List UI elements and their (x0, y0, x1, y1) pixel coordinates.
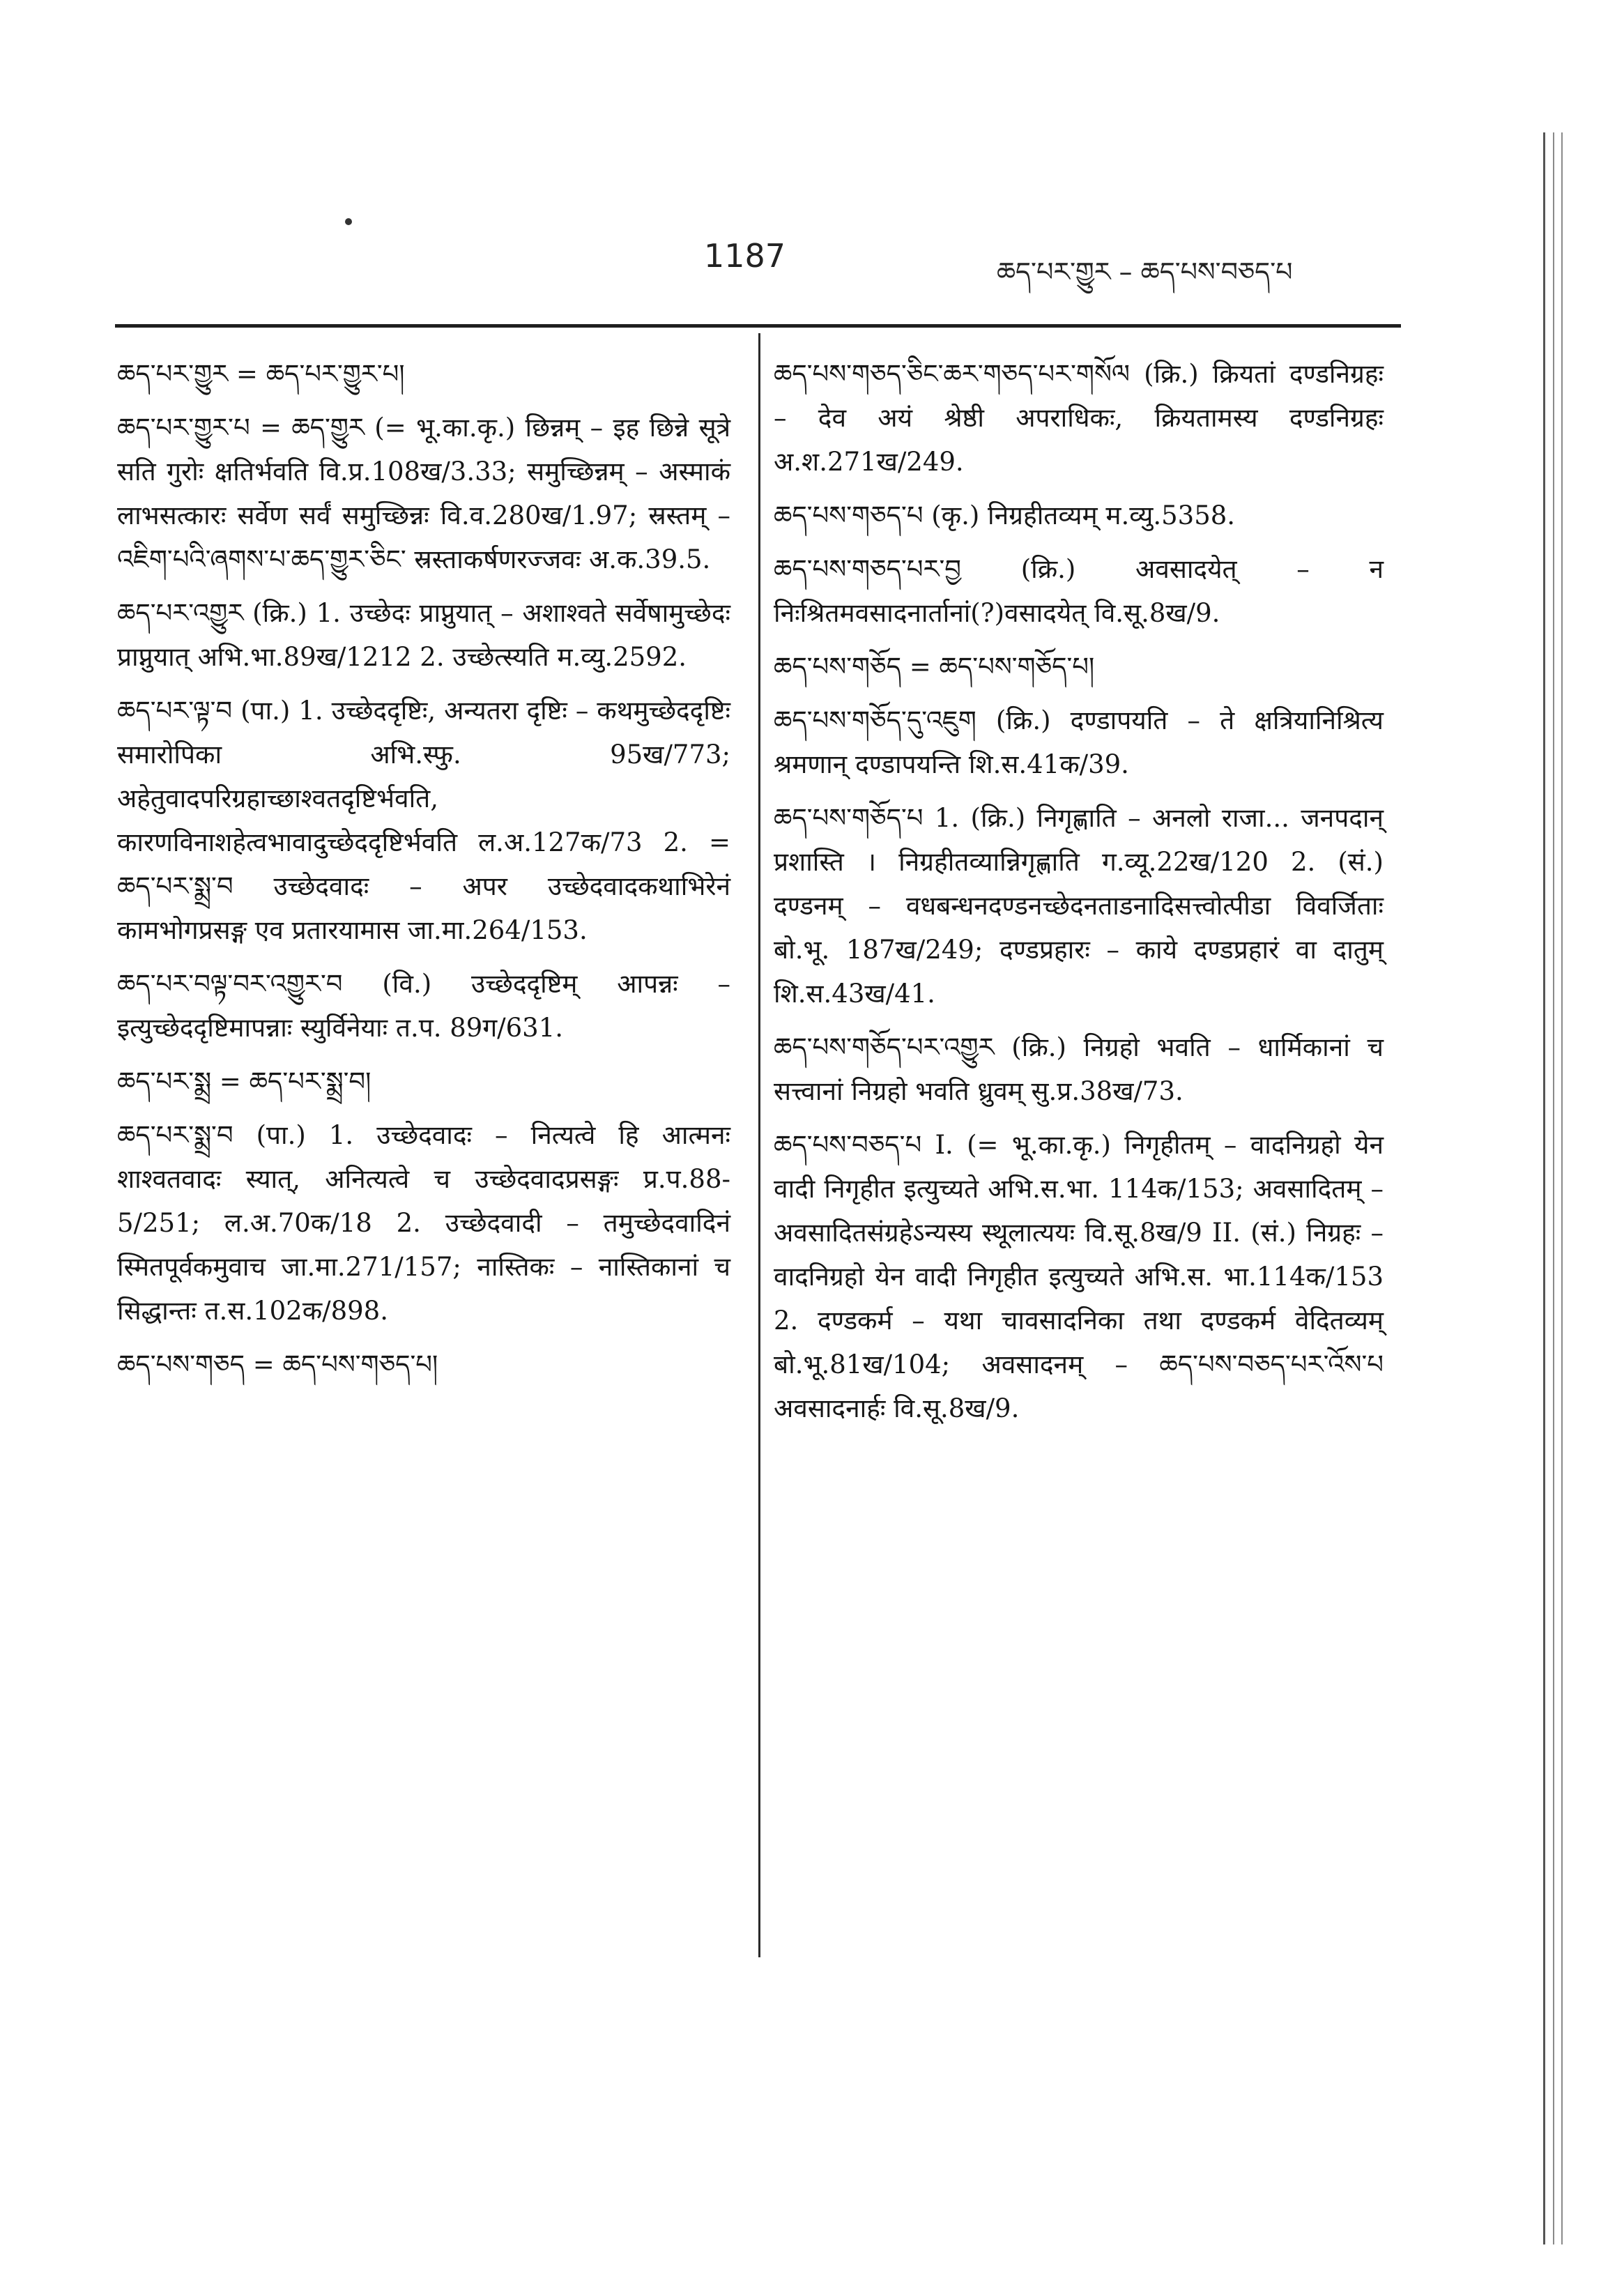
dictionary-entry: ཆད་པར་ལྟ་བ (पा.) 1. उच्छेददृष्टिः, अन्यतरा दृष्टिः – कथमुच्छेददृष्टिः समारोपिका अभि.स्फु. 95ख/773; अहेतुवादपरिग्रहाच्छाश्वतदृष्टिर्भवति, कारणविनाशहेत्वभावादुच्छेददृष्टिर्भवति ल.अ.127क/73 2. = ཆད་པར་སྨྲ་བ उच्छेदवादः – अपर उच्छेदवादकथाभिरेनं कामभोगप्रसङ्ग एव प्रतारयामास जा.मा.264/153. (117, 696, 730, 945)
right-column (774, 352, 1384, 1440)
dictionary-entry: ཆད་པར་གྱུར་པ = ཆད་གྱུར (= भू.का.कृ.) छिन्नम् – इह छिन्ने सूत्रे सति गुरोः क्षतिर्भवति वि.प्र.108ख/3.33; समुच्छिन्नम् – अस्माकं लाभसत्कारः सर्वेण सर्वं समुच्छिन्नः वि.व.280ख/1.97; स्रस्तम् – འཇིག་པའི་ཞགས་པ་ཆད་གྱུར་ཅིང་ स्रस्ताकर्षणरज्जवः अ.क.39.5. (117, 413, 730, 574)
dictionary-entry: ཆད་པར་སྨྲ་བ (पा.) 1. उच्छेदवादः – नित्यत्वे हि आत्मनः शाश्वतवादः स्यात्, अनित्यत्वे च उच्छेदवादप्रसङ्गः प्र.प.88-5/251; ल.अ.70क/18 2. उच्छेदवादी – तमुच्छेदवादिनं स्मितपूर्वकमुवाच जा.मा.271/157; नास्तिकः – नास्तिकानां च सिद्धान्तः त.स.102क/898. (117, 1120, 730, 1326)
dictionary-entry: ཆད་པར་འགྱུར (क्रि.) 1. उच्छेदः प्राप्नुयात् – अशाश्वते सर्वेषामुच्छेदः प्राप्नुयात् अभि.भा.89ख/1212 2. उच्छेत्स्यति म.व्यु.2592. (117, 598, 730, 672)
dictionary-entry: ཆད་པས་གཅད་ཅིང་ཆར་གཅད་པར་གསོལ (क्रि.) क्रियतां दण्डनिग्रहः – देव अयं श्रेष्ठी अपराधिकः, क्रियतामस्य दण्डनिग्रहः अ.श.271ख/249. (774, 359, 1384, 477)
page-number: 1187 (704, 237, 786, 275)
left-column (117, 352, 730, 1396)
dictionary-entry: ཆད་པར་གྱུར = ཆད་པར་གྱུར་པ། (117, 359, 405, 389)
dictionary-entry: ཆད་པས་གཅོད་པར་འགྱུར (क्रि.) निग्रहो भवति – धार्मिकानां च सत्त्वानां निग्रहो भवति ध्रुवम् सु.प्र.38ख/73. (774, 1032, 1384, 1106)
ink-dot (345, 218, 352, 225)
header-rule (115, 324, 1401, 328)
dictionary-entry: ཆད་པར་སྨྲ = ཆད་པར་སྨྲ་བ། (117, 1066, 371, 1096)
column-divider (758, 333, 760, 1957)
dictionary-entry: ཆད་པས་གཅོད་པ 1. (क्रि.) निगृह्णाति – अनलो राजा... जनपदान् प्रशास्ति । निग्रहीतव्यान्निगृह्णाति ग.व्यू.22ख/120 2. (सं.) दण्डनम् – वधबन्धनदण्डनच्छेदनताडनादिसत्त्वोत्पीडा विवर्जिताः बो.भू. 187ख/249; दण्डप्रहारः – काये दण्डप्रहारं वा दातुम् शि.स.43ख/41. (774, 803, 1384, 1009)
dictionary-entry: ཆད་པས་གཅོད = ཆད་པས་གཅོད་པ། (774, 652, 1095, 682)
running-head: ཆད་པར་གྱུར – ཆད་པས་བཅད་པ (997, 257, 1293, 287)
dictionary-entry: ཆད་པས་གཅད = ཆད་པས་གཅད་པ། (117, 1349, 438, 1379)
dictionary-entry: ཆད་པས་གཅད་པར་བྱ (क्रि.) अवसादयेत् – न निःश्रितमवसादनार्तानां(?)वसादयेत् वि.सू.8ख/9. (774, 554, 1384, 628)
page-edge-line (1553, 132, 1554, 2244)
dictionary-entry: ཆད་པས་གཅད་པ (कृ.) निग्रहीतव्यम् म.व्यु.5358. (774, 500, 1236, 530)
dictionary-entry: ཆད་པས་གཅོད་དུ་འཇུག (क्रि.) दण्डापयति – ते क्षत्रियानिश्रित्य श्रमणान् दण्डापयन्ति शि.स.41क/39. (774, 705, 1384, 779)
page-edge-line (1561, 132, 1563, 2244)
dictionary-entry: ཆད་པར་བལྟ་བར་འགྱུར་བ (वि.) उच्छेददृष्टिम् आपन्नः – इत्युच्छेददृष्टिमापन्नाः स्युर्विनेयाः त.प. 89ग/631. (117, 969, 730, 1043)
dictionary-entry: ཆད་པས་བཅད་པ I. (= भू.का.कृ.) निगृहीतम् – वादनिग्रहो येन वादी निगृहीत इत्युच्यते अभि.स.भा. 114क/153; अवसादितम् – अवसादितसंग्रहेऽन्यस्य स्थूलात्ययः वि.सू.8ख/9 II. (सं.) निग्रहः – वादनिग्रहो येन वादी निगृहीत इत्युच्यते अभि.स. भा.114क/153 2. दण्डकर्म – यथा चावसादनिका तथा दण्डकर्म वेदितव्यम् बो.भू.81ख/104; अवसादनम् – ཆད་པས་བཅད་པར་འོས་པ अवसादनार्हः वि.सू.8ख/9. (774, 1130, 1384, 1423)
page-edge-line (1543, 132, 1545, 2244)
